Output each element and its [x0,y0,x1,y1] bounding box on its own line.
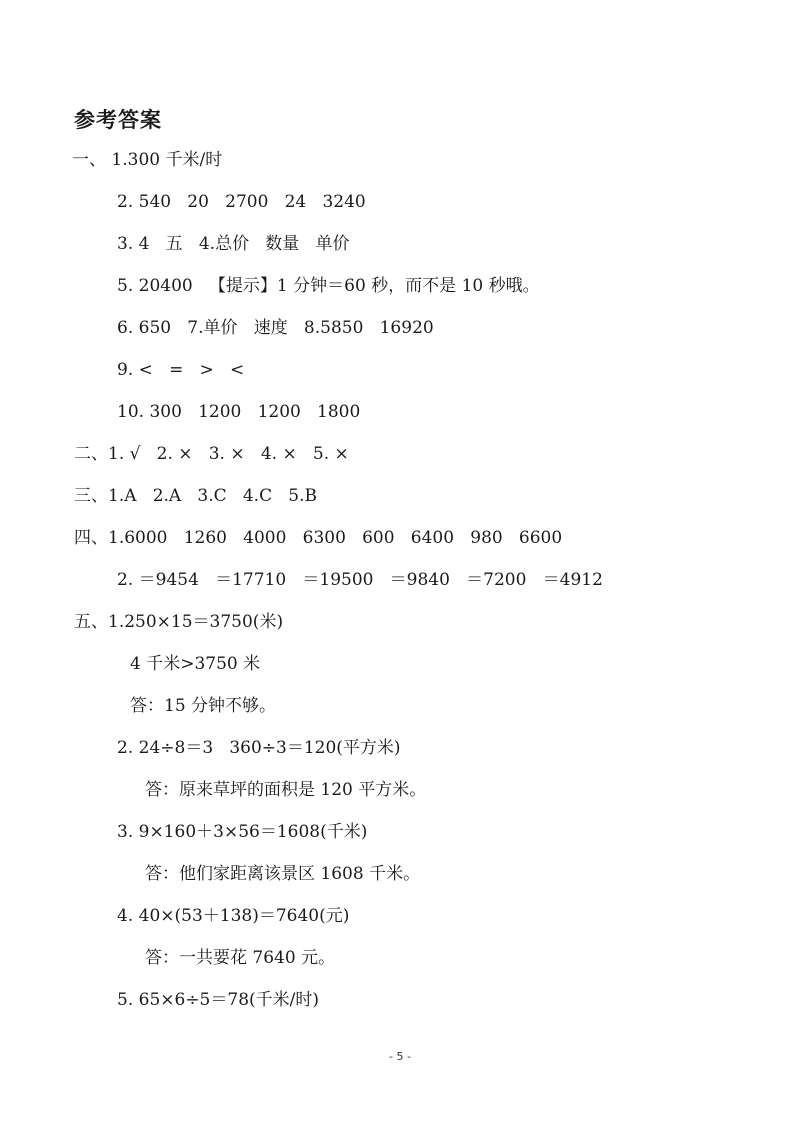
page-number: - 5 - [389,1050,411,1063]
answer-line: 四、1.6000 1260 4000 6300 600 6400 980 6600 [74,528,563,548]
answer-line: 答：一共要花 7640 元。 [145,948,336,968]
answer-line: 2. 540 20 2700 24 3240 [117,192,366,212]
answer-line: 3. 4 五 4.总价 数量 单价 [117,234,350,254]
answer-line: 2. ＝9454 ＝17710 ＝19500 ＝9840 ＝7200 ＝4912 [117,570,603,590]
answer-line: 答：他们家距离该景区 1608 千米。 [145,864,421,884]
answer-line: 10. 300 1200 1200 1800 [117,402,361,422]
answer-line: 4. 40×(53＋138)＝7640(元) [117,906,350,926]
answer-line: 三、1.A 2.A 3.C 4.C 5.B [74,486,318,506]
answer-line: 3. 9×160＋3×56＝1608(千米) [117,822,368,842]
answer-line: 5. 20400 【提示】1 分钟＝60 秒，而不是 10 秒哦。 [117,276,540,296]
answer-line: 答：原来草坪的面积是 120 平方米。 [145,780,427,800]
answer-line: 4 千米>3750 米 [130,654,261,674]
page-title: 参考答案 [74,108,162,132]
answer-line: 二、1. √ 2. × 3. × 4. × 5. × [74,444,349,464]
answer-line: 一、 1.300 千米/时 [72,150,223,170]
answer-line: 2. 24÷8＝3 360÷3＝120(平方米) [117,738,401,758]
answer-line: 5. 65×6÷5＝78(千米/时) [117,990,319,1010]
answer-line: 6. 650 7.单价 速度 8.5850 16920 [117,318,434,338]
answer-line: 答：15 分钟不够。 [130,696,277,716]
answer-line: 五、1.250×15＝3750(米) [74,612,284,632]
answer-line: 9. < = > < [117,360,245,380]
